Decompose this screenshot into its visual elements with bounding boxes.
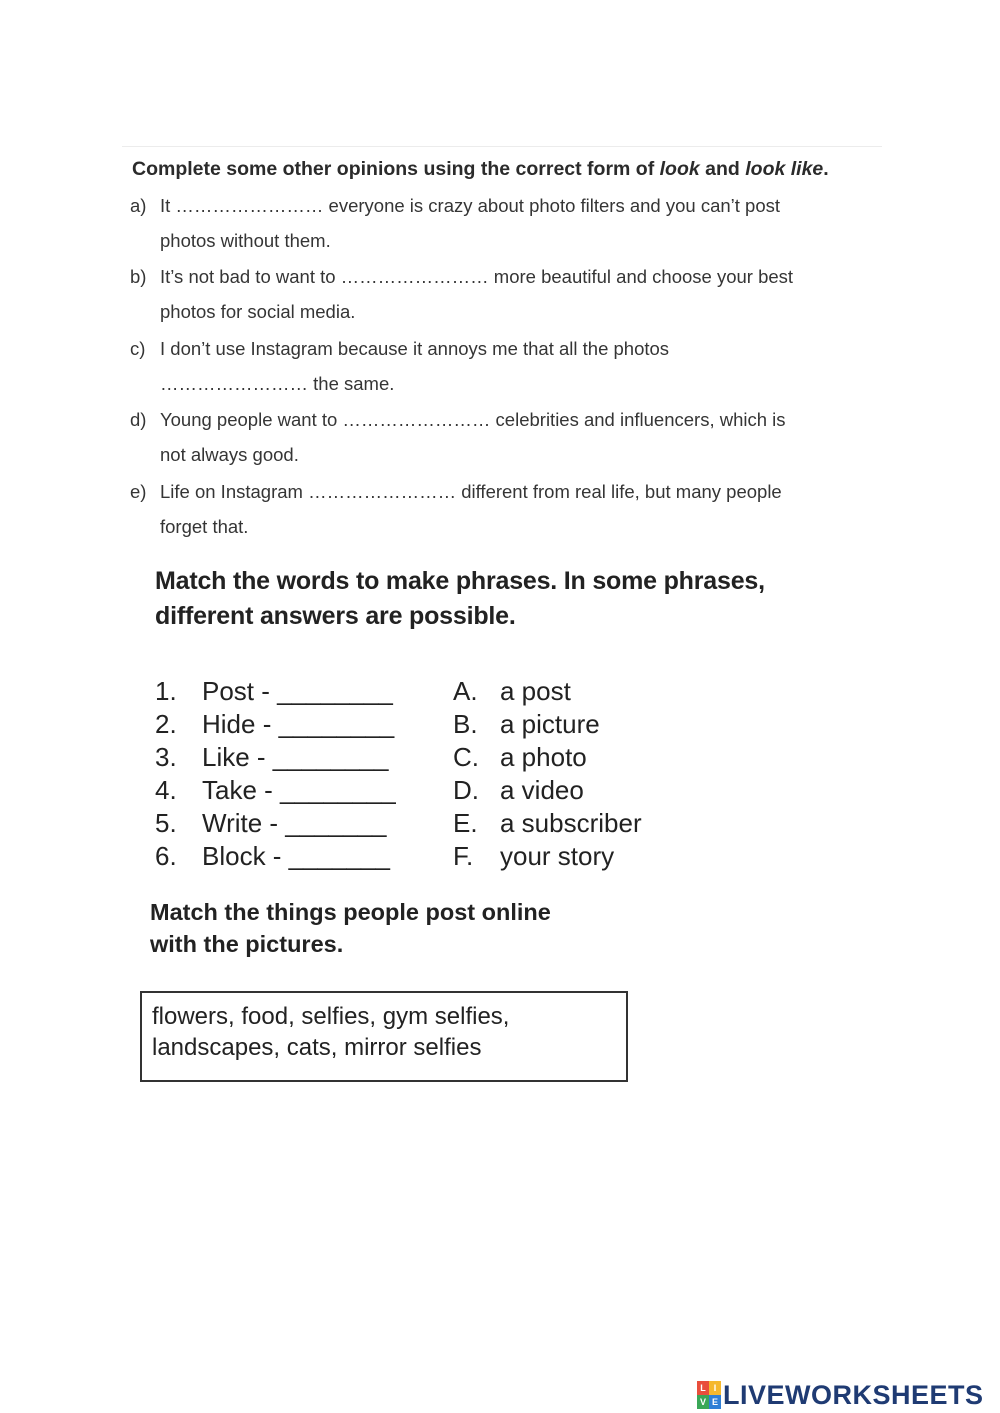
match-row — [155, 676, 715, 709]
item-label: a) — [130, 195, 147, 216]
live-logo-icon — [697, 1381, 721, 1409]
option-text: a post — [500, 676, 571, 706]
section2-title-line1: Match the words to make phrases. In some phrases, — [155, 567, 765, 595]
item-text-line2: not always good. — [160, 444, 299, 465]
row-word-blank[interactable]: Like - ________ — [202, 742, 389, 772]
option-letter: F. — [453, 841, 474, 871]
item-label: e) — [130, 481, 147, 502]
item-text-line1: Life on Instagram …………………… different from real life, but many people — [160, 481, 782, 502]
option-text: a picture — [500, 709, 600, 739]
logo-letter-e: E — [709, 1395, 721, 1409]
option-text: a subscriber — [500, 808, 642, 838]
word-bank-box — [140, 991, 628, 1082]
item-text-line1: I don’t use Instagram because it annoys me that all the photos — [160, 338, 670, 359]
option-letter: E. — [453, 808, 478, 838]
option-letter: C. — [453, 742, 479, 772]
match-row — [155, 808, 715, 841]
section1-title: Complete some other opinions using the correct form of look and look like. — [132, 158, 829, 180]
logo-letter-i: I — [709, 1381, 721, 1395]
match-row — [155, 709, 715, 742]
item-text-line1: Young people want to …………………… celebrities and influencers, which is — [160, 409, 786, 430]
item-text-line2: photos without them. — [160, 230, 331, 251]
option-letter: D. — [453, 775, 479, 805]
row-number: 4. — [155, 775, 177, 805]
logo-text: LIVEWORKSHEETS — [723, 1379, 984, 1410]
match-row — [155, 742, 715, 775]
section2-title-line2: different answers are possible. — [155, 602, 516, 630]
row-word-blank[interactable]: Block - _______ — [202, 841, 390, 871]
item-text-line2: photos for social media. — [160, 301, 356, 322]
logo-letter-l: L — [697, 1381, 709, 1395]
row-word-blank[interactable]: Hide - ________ — [202, 709, 395, 739]
row-number: 3. — [155, 742, 177, 772]
option-text: a photo — [500, 742, 587, 772]
item-label: d) — [130, 409, 147, 430]
match-row — [155, 775, 715, 808]
option-text: your story — [500, 841, 615, 871]
row-number: 2. — [155, 709, 177, 739]
section3-title-line2: with the pictures. — [150, 931, 344, 957]
option-letter: B. — [453, 709, 478, 739]
item-text-line1: It’s not bad to want to …………………… more beautiful and choose your best — [160, 266, 794, 287]
logo-letter-v: V — [697, 1395, 709, 1409]
item-text-line2: forget that. — [160, 516, 249, 537]
row-number: 5. — [155, 808, 177, 838]
item-label: b) — [130, 266, 147, 287]
row-number: 6. — [155, 841, 177, 871]
option-text: a video — [500, 775, 584, 805]
word-bank-line1: flowers, food, selfies, gym selfies, — [152, 1003, 510, 1030]
section3-title-line1: Match the things people post online — [150, 899, 551, 925]
option-letter: A. — [453, 676, 478, 706]
row-word-blank[interactable]: Write - _______ — [202, 808, 387, 838]
top-divider — [122, 146, 882, 147]
row-word-blank[interactable]: Post - ________ — [202, 676, 393, 706]
row-number: 1. — [155, 676, 177, 706]
word-bank-line2: landscapes, cats, mirror selfies — [152, 1034, 482, 1061]
match-row — [155, 841, 715, 874]
item-text-line1: It …………………… everyone is crazy about photo filters and you can’t post — [160, 195, 781, 216]
item-label: c) — [130, 338, 146, 359]
item-text-line2: …………………… the same. — [160, 373, 395, 394]
row-word-blank[interactable]: Take - ________ — [202, 775, 396, 805]
liveworksheets-logo — [697, 1377, 984, 1413]
